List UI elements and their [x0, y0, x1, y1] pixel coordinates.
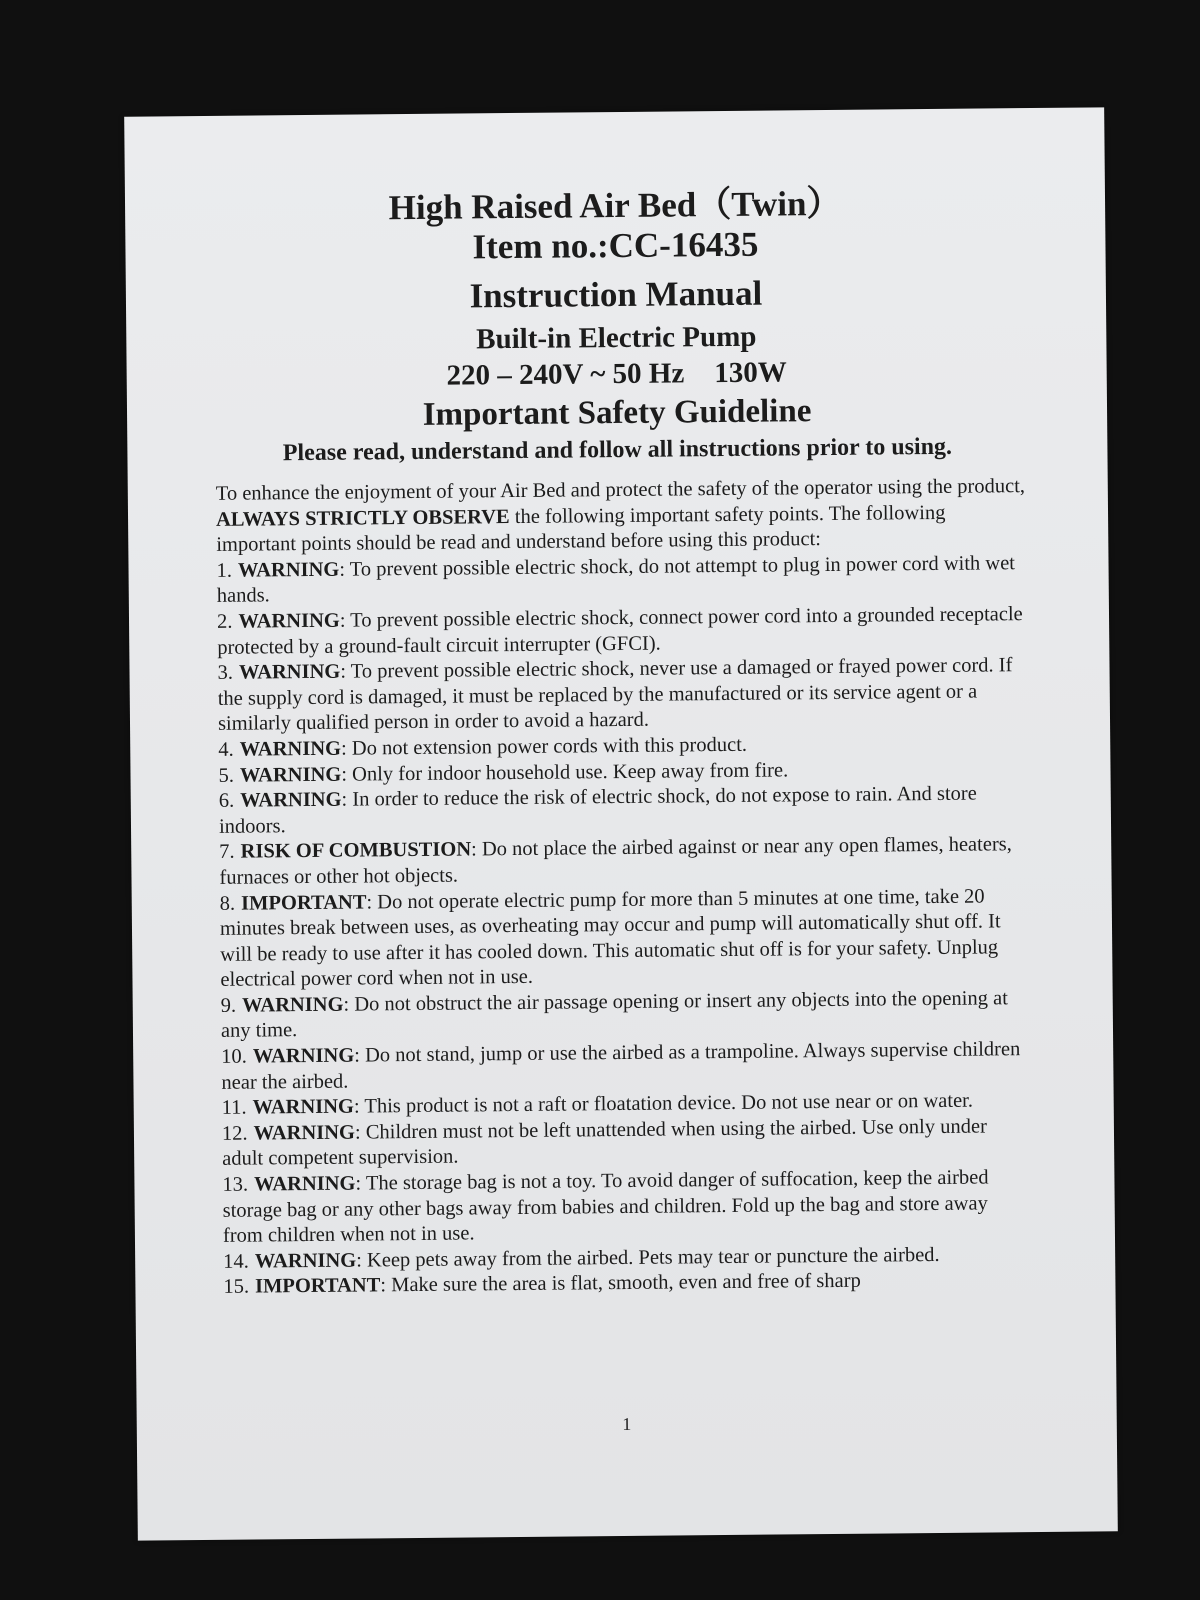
safety-item — [220, 884, 1031, 994]
page-number: 1 — [622, 1413, 632, 1435]
electrical-spec — [127, 353, 1107, 395]
item-text: : Do not extension power cords with this product. — [340, 733, 748, 760]
item-number-label: 4. — [218, 738, 234, 761]
item-text: : Children must not be left unattended when using the airbed. Use only under adult competent supervision. — [222, 1115, 987, 1171]
item-text: : Keep pets away from the airbed. Pets may tear or puncture the airbed. — [356, 1243, 940, 1272]
pump-type: Built-in Electric Pump — [476, 320, 757, 356]
item-number-label: 7. — [219, 841, 235, 864]
item-text: : To prevent possible electric shock, do not attempt to plug in power cord with wet hands. — [216, 551, 1016, 608]
item-number-label: 10. — [221, 1045, 247, 1068]
item-text: : Only for indoor household use. Keep away from fire. — [341, 758, 789, 786]
item-keyword: WARNING — [241, 993, 344, 1017]
safety-item — [217, 653, 1028, 738]
item-number-label: 11. — [221, 1096, 247, 1120]
item-keyword: WARNING — [253, 1172, 356, 1196]
item-keyword: WARNING — [239, 763, 342, 787]
product-title: High Raised Air Bed（Twin） — [388, 183, 842, 228]
item-keyword: WARNING — [252, 1095, 355, 1119]
item-keyword: WARNING — [254, 1249, 357, 1273]
intro-emphasis: ALWAYS STRICTLY OBSERVE — [215, 505, 510, 531]
power-spec: 130W — [714, 356, 787, 390]
item-number: Item no.:CC-16435 — [472, 224, 759, 267]
item-keyword: WARNING — [252, 1044, 355, 1068]
safety-text — [216, 474, 1034, 1301]
intro-before: To enhance the enjoyment of your Air Bed and protect the safety of the operator using the product, — [215, 475, 1026, 505]
item-text: : To prevent possible electric shock, connect power cord into a grounded receptacle protected by a ground-fault circuit interrupter (GFCI). — [217, 603, 1023, 659]
safety-item — [222, 1114, 1032, 1173]
safety-item — [217, 602, 1027, 661]
safety-heading: Important Safety Guideline — [422, 393, 812, 433]
document-type: Instruction Manual — [469, 273, 763, 316]
safety-item — [221, 986, 1031, 1045]
item-number-label: 13. — [222, 1173, 249, 1196]
item-number-label: 9. — [220, 994, 237, 1017]
intro-paragraph — [216, 474, 1027, 559]
item-text: : Make sure the area is flat, smooth, even and free of sharp — [380, 1270, 861, 1297]
item-number-label: 5. — [218, 764, 234, 787]
item-number-label: 2. — [216, 610, 233, 633]
voltage-spec: 220 – 240V ~ 50 Hz — [446, 357, 685, 392]
item-text: : Do not place the airbed against or near any open flames, heaters, furnaces or other hot objects. — [219, 833, 1012, 889]
item-number-label: 3. — [217, 661, 234, 685]
item-number-label: 14. — [223, 1250, 249, 1273]
item-number-label: 8. — [219, 892, 236, 915]
item-number-label: 15. — [223, 1275, 250, 1299]
item-keyword: RISK OF COMBUSTION — [240, 838, 472, 863]
item-number-label: 12. — [221, 1122, 248, 1145]
manual-page — [124, 107, 1118, 1540]
item-keyword: WARNING — [238, 660, 341, 684]
safety-item — [222, 1165, 1033, 1250]
item-text: : The storage bag is not a toy. To avoid danger of suffocation, keep the airbed storage bag or any other bags away from babies and children. Fold up the bag and store away from children when not in use. — [222, 1166, 989, 1248]
safety-item — [219, 832, 1029, 891]
safety-item — [219, 781, 1029, 840]
item-keyword: WARNING — [253, 1121, 356, 1145]
item-number-label: 6. — [218, 789, 235, 812]
item-keyword: WARNING — [239, 737, 342, 761]
item-number-label: 1. — [216, 559, 233, 582]
item-text: : Do not obstruct the air passage opening or insert any objects into the opening at any time. — [220, 987, 1008, 1043]
intro-after: the following important safety points. The following important points should be read and understand before using this product: — [216, 501, 946, 557]
item-text: : Do not stand, jump or use the airbed as a trampoline. Always supervise children near the airbed. — [221, 1038, 1021, 1094]
item-text: : This product is not a raft or floatation device. Do not use near or on water. — [353, 1089, 974, 1118]
safety-item — [216, 551, 1026, 610]
read-notice: Please read, understand and follow all instructions prior to using. — [282, 433, 953, 467]
item-keyword: WARNING — [237, 558, 340, 582]
safety-item — [221, 1037, 1031, 1096]
safety-list — [216, 551, 1033, 1301]
item-text: : To prevent possible electric shock, never use a damaged or frayed power cord. If the supply cord is damaged, it must be replaced by the manufactured or its service agent or a similarly qualified person in order to avoid a hazard. — [217, 654, 1013, 736]
item-keyword: IMPORTANT — [254, 1274, 381, 1298]
item-text: : Do not operate electric pump for more than 5 minutes at one time, take 20 minutes break between uses, as overheating may occur and pump will automatically shut off. It will be ready to use after it has cooled down. This automatic shut off is for your safety. Unplug electrical power cord when not in use. — [219, 885, 1001, 992]
item-keyword: WARNING — [240, 788, 342, 812]
item-keyword: IMPORTANT — [241, 890, 367, 915]
item-keyword: WARNING — [238, 609, 340, 633]
item-text: : In order to reduce the risk of electric shock, do not expose to rain. And store indoors. — [218, 782, 977, 838]
